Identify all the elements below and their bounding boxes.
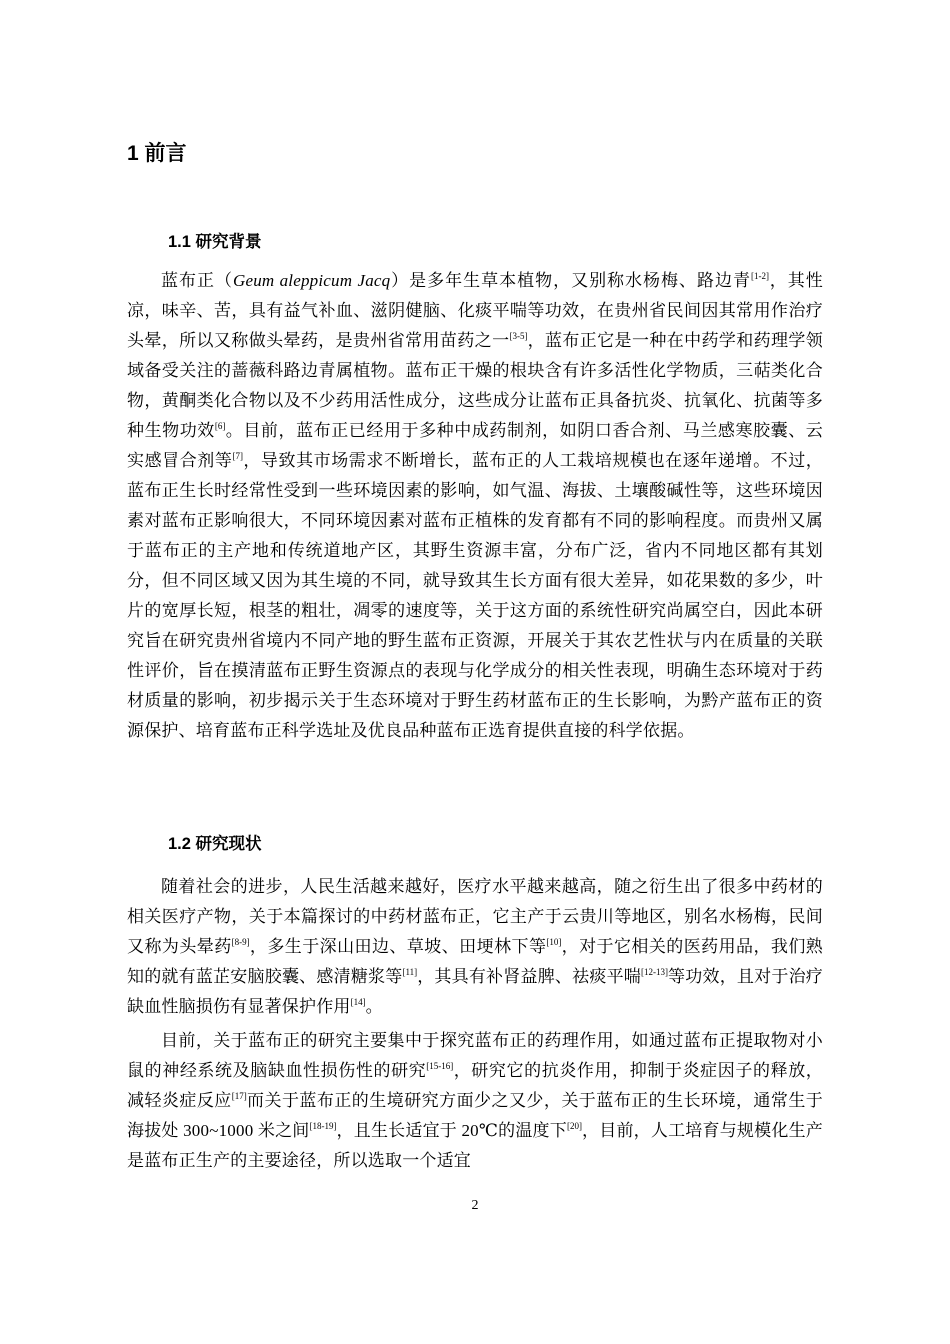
citation: [12-13]	[641, 967, 669, 977]
text-run: ，其具有补肾益脾、祛痰平喘	[417, 967, 642, 986]
text-run: 。目前，蓝布正已经用于多种中成药制剂，如阴口香合剂、马兰感寒胶囊、云实感冒合剂等	[127, 421, 823, 470]
text-run: ，其性凉，味辛、苦，具有益气补血、滋阴健脑、化痰平喘等功效，在贵州省民间因其常用作治疗头晕，所以又称做头晕药，是贵州省常用苗药之一	[127, 271, 823, 350]
text-run: 蓝布正（	[161, 271, 233, 290]
text-run: ，蓝布正它是一种在中药学和药理学领域备受关注的蔷薇科路边青属植物。蓝布正干燥的根块含有许多活性化学物质，三萜类化合物，黄酮类化合物以及不少药用活性成分，这些成分让蓝布正具备抗炎、抗氧化、抗菌等多种生物功效	[127, 331, 823, 440]
text-run: 。	[365, 997, 383, 1016]
paragraph-status-2	[127, 1026, 823, 1176]
text-run: ，目前，人工培育与规模化生产是蓝布正生产的主要途径，所以选取一个适宜	[127, 1121, 823, 1170]
citation: [7]	[232, 451, 243, 461]
text-run: ）是多年生草本植物，又别称水杨梅、路边青	[390, 271, 751, 290]
paragraph-background	[127, 266, 823, 746]
paragraph-status-1	[127, 872, 823, 1022]
citation: [10]	[546, 937, 562, 947]
citation: [14]	[350, 997, 366, 1007]
citation: [3-5]	[509, 331, 528, 341]
citation: [17]	[231, 1091, 247, 1101]
text-run: ，导致其市场需求不断增长，蓝布正的人工栽培规模也在逐年递增。不过，蓝布正生长时经常性受到一些环境因素的影响，如气温、海拔、土壤酸碱性等，这些环境因素对蓝布正影响很大，不同环境因素对蓝布正植株的发育都有不同的影响程度。而贵州又属于蓝布正的主产地和传统道地产区，其野生资源丰富，分布广泛，省内不同地区都有其划分，但不同区域又因为其生境的不同，就导致其生长方面有很大差异，如花果数的多少，叶片的宽厚长短，根茎的粗壮，凋零的速度等，关于这方面的系统性研究尚属空白，因此本研究旨在研究贵州省境内不同产地的野生蓝布正资源，开展关于其农艺性状与内在质量的关联性评价，旨在摸清蓝布正野生资源点的表现与化学成分的相关性表现，明确生态环境对于药材质量的影响，初步揭示关于生态环境对于野生药材蓝布正的生长影响，为黔产蓝布正的资源保护、培育蓝布正科学选址及优良品种蓝布正选育提供直接的科学依据。	[127, 451, 823, 740]
citation: [1-2]	[751, 271, 769, 281]
text-run: 目前，关于蓝布正的研究主要集中于探究蓝布正的药理作用，如通过蓝布正提取物对小鼠的神经系统及脑缺血性损伤性的研究	[127, 1031, 823, 1080]
text-run: 等功效，且对于治疗缺血性脑损伤有显著保护作用	[127, 967, 823, 1016]
citation: [6]	[214, 421, 226, 431]
latin-name: Geum aleppicum Jacq	[232, 271, 391, 290]
chapter-title: 1 前言	[127, 142, 187, 165]
text-run: 随着社会的进步，人民生活越来越好，医疗水平越来越高，随之衍生出了很多中药材的相关医疗产物，关于本篇探讨的中药材蓝布正，它主产于云贵川等地区，别名水杨梅，民间又称为头晕药	[127, 877, 823, 956]
text-run: ，研究它的抗炎作用，抑制于炎症因子的释放，减轻炎症反应	[127, 1061, 824, 1110]
citation: [15-16]	[426, 1061, 454, 1071]
page-number: 2	[471, 1198, 479, 1213]
citation: [20]	[567, 1121, 582, 1131]
text-run: ，多生于深山田边、草坡、田埂林下等	[249, 937, 547, 956]
section-heading-status: 1.2 研究现状	[168, 835, 262, 853]
text-run: 而关于蓝布正的生境研究方面少之又少，关于蓝布正的生长环境，通常生于海拔处 300~1000 米之间	[127, 1091, 823, 1140]
citation: [18-19]	[309, 1121, 337, 1131]
text-run: ，对于它相关的医药用品，我们熟知的就有蓝芷安脑胶囊、感清糖浆等	[127, 937, 824, 986]
citation: [8-9]	[231, 937, 250, 947]
citation: [11]	[402, 967, 418, 977]
section-heading-background: 1.1 研究背景	[168, 233, 262, 251]
text-run: ，且生长适宜于 20℃的温度下	[336, 1121, 567, 1140]
